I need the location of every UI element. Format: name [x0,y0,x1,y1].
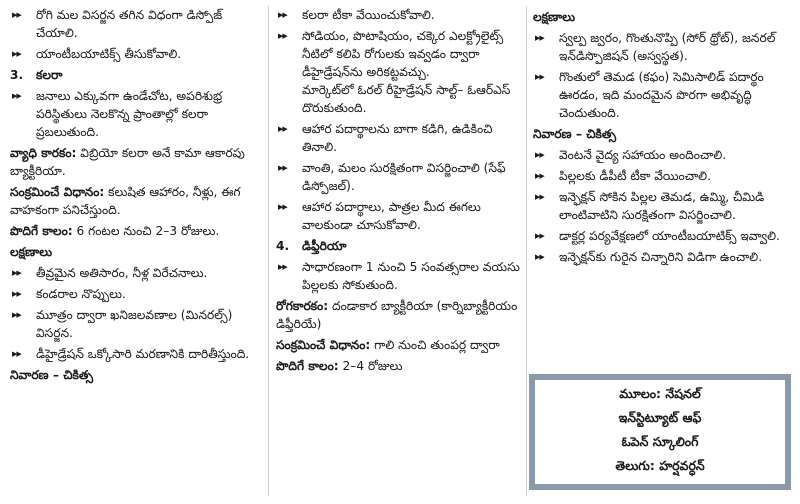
section-number: 3. [10,68,24,82]
remedy-heading: నివారణ – చికిత్స [10,368,94,382]
incubation-label: పొదిగే కాలం: [10,224,73,238]
incubation-paragraph [276,357,523,375]
bullet-item: ▶▶ ఇన్ఫెక్షన్‌కు గురైన చిన్నారిని విడిగా ఉంచాలి. [533,248,794,266]
spread-label: సంక్రమించే విధానం: [276,338,371,352]
bullet-item: ▶▶ యాంటీబయాటిక్స్‌ తీసుకోవాలి. [10,45,265,63]
cause-text: దండాకార బ్యాక్టీరియా (కార్నిబ్యాక్టీరియం డిఫ్తీరియే) [276,299,518,331]
symptoms-heading: లక్షణాలు [533,10,576,24]
section-title: కలరా [36,68,63,82]
section-number: 4. [276,239,290,253]
bullet-text: ▶▶ సోడియం, పొటాషియం, చక్కెర ఎలక్ట్రోలైట్స్‌ నీటిలో కలిపి రోగులకు ఇవ్వడం ద్వారా డీహైడ్రేషన్‌ను అరికట్టవచ్చు. [302,29,504,79]
bullet-item [276,27,523,117]
spread-paragraph [276,336,523,354]
bullet-item: ▶▶ మూత్రం ద్వారా ఖనిజలవణాల (మినరల్స్‌) విసర్జన. [10,306,265,342]
credit-institute: ఇన్‌స్టిట్యూట్‌ ఆఫ్‌ [618,410,702,425]
cause-text: విబ్రియో కలరా అనే కామా ఆకారపు బ్యాక్టీరియా. [10,146,245,178]
bullet-item: ▶▶ ఆహార పదార్థాలు, పాత్రల మీద ఈగలు వాలకుండా చూసుకోవాలి. [276,198,523,234]
credit-box [529,374,791,490]
bullet-item: ▶▶ వాంతి, మలం సురక్షితంగా విసర్జించాలి (సేఫ్‌ డిస్పోజల్‌). [276,159,523,195]
spread-text: గాలి నుంచి తుంపర్ల ద్వారా [374,338,500,352]
bullet-item: ▶▶ వెంటనే వైద్య సహాయం అందించాలి. [533,146,794,164]
section-heading-diphtheria [276,237,523,255]
bullet-item: ▶▶ డాక్టర్ల పర్యవేక్షణలో యాంటీబయాటిక్స్‌ ఇవ్వాలి. [533,227,794,245]
section-heading-cholera [10,66,265,84]
bullet-item: ▶▶ సాధారణంగా 1 నుంచి 5 సంవత్సరాల వయసు పిల్లలకు సోకుతుంది. [276,258,523,294]
bullet-item: ▶▶ స్వల్ప జ్వరం, గొంతునొప్పి (సోర్‌ థ్రోట్‌), జనరల్‌ ఇన్‌డిస్పొజిషన్‌ (అస్వస్థత). [533,29,794,65]
spread-label: సంక్రమించే విధానం: [10,185,105,199]
bullet-text-continued: మార్కెట్‌లో ఓరల్‌ రీహైడ్రేషన్‌ సాల్ట్‌– ఓఆర్‌ఎస్‌ దొరుకుతుంది. [302,83,511,115]
column-1 [10,6,265,387]
cause-label: రోగకారకం: [276,299,329,313]
bullet-item: ▶▶ ఆహార పదార్థాలను బాగా కడిగి, ఉడికించి తినాలి. [276,120,523,156]
cause-label: వ్యాధి కారకం: [10,146,77,160]
spread-paragraph [10,183,265,219]
bullet-item: ▶▶ జనాలు ఎక్కువగా ఉండేచోట, అపరిశుభ్ర పరిస్థితులు నెలకొన్న ప్రాంతాల్లో కలరా ప్రబలుతుంది. [10,87,265,141]
incubation-paragraph [10,222,265,240]
section-title: డిఫ్తీరియా [302,239,347,253]
bullet-item: ▶▶ పిల్లలకు డీపీటీ టీకా వేయించాలి. [533,167,794,185]
credit-source: మూలం: నేషనల్‌ [619,386,701,401]
incubation-text: 2–4 రోజులు [342,359,403,373]
spread-text: కలుషిత ఆహారం, నీళ్లు, ఈగ వాహకంగా పనిచేస్తుంది. [10,185,241,217]
column-divider [268,6,269,496]
column-2 [276,6,523,378]
column-3 [533,6,794,269]
cause-paragraph [276,297,523,333]
symptoms-heading: లక్షణాలు [10,245,53,259]
remedy-heading: నివారణ – చికిత్స [533,127,617,141]
bullet-item: ▶▶ గొంతులో తెమడ (కఫం) సెమిసాలిడ్‌ పదార్థం ఊరడం, ఇది మందమైన పొరగా అభివృద్ధి చెందుతుంది. [533,68,794,122]
incubation-text: 6 గంటల నుంచి 2–3 రోజులు. [76,224,220,238]
cause-paragraph [10,144,265,180]
bullet-item: ▶▶ డీహైడ్రేషన్‌ ఒక్కోసారి మరణానికి దారితీస్తుంది. [10,345,265,363]
credit-translator: తెలుగు: హర్షవర్ధన్‌ [615,458,705,473]
credit-text [535,380,785,484]
credit-schooling: ఓపెన్‌ స్కూలింగ్‌ [621,434,699,449]
incubation-label: పొదిగే కాలం: [276,359,339,373]
bullet-item: ▶▶ రోగి మల విసర్జన తగిన విధంగా డిస్పోజ్‌ చేయాలి. [10,6,265,42]
bullet-item: ▶▶ కండరాల నొప్పులు. [10,285,265,303]
bullet-item: ▶▶ తీవ్రమైన అతిసారం, నీళ్ల విరేచనాలు. [10,264,265,282]
bullet-item: ▶▶ ఇన్ఫెక్షన్‌ సోకిన పిల్లల తెమడ, ఉమ్మి, చీమిడి లాంటివాటిని సురక్షితంగా విసర్జించాలి. [533,188,794,224]
column-divider [526,6,527,496]
bullet-item: ▶▶ కలరా టీకా వేయించుకోవాలి. [276,6,523,24]
